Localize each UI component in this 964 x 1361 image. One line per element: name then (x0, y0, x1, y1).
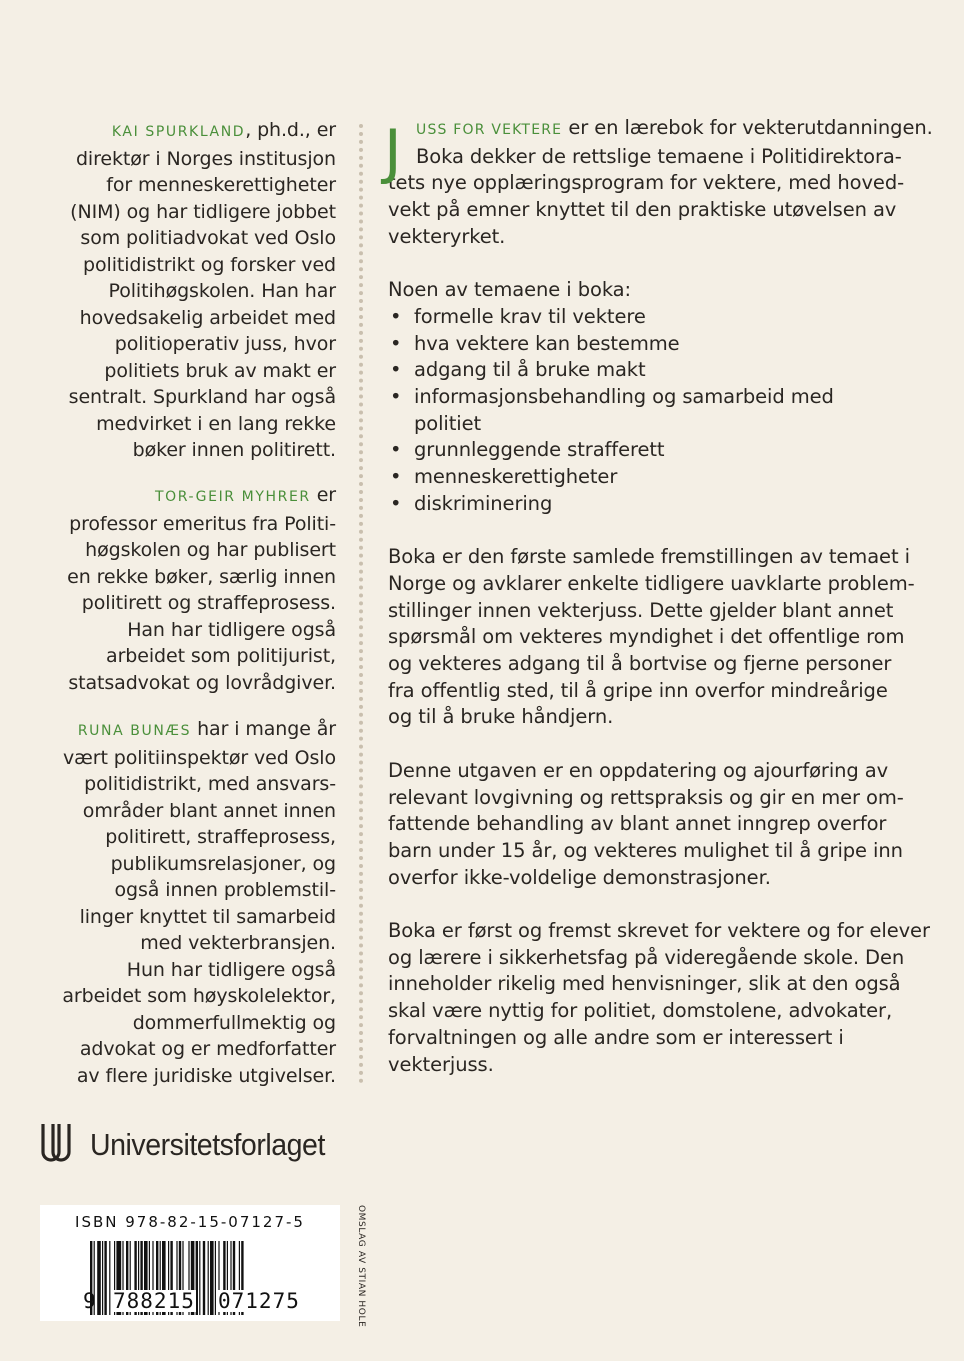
barcode-bar (97, 1241, 101, 1315)
topics-heading: Noen av temaene i boka: (388, 278, 631, 302)
barcode-digit-first: 9 (83, 1289, 97, 1313)
barcode-digits-left: 788215 (113, 1289, 195, 1313)
author-name: RUNA BUNÆS (77, 723, 192, 739)
barcode-bar (210, 1241, 214, 1315)
paragraph-edition-update: Denne utgaven er en oppdatering og ajourføring av relevant lovgivning og rettspraksis og gir en mer om- fattende behandling av blant annet inngrep overfor barn under 15 år, og vekteres mulighet til å gripe inn overfor ikke-voldelige demonstrasjoner. (388, 758, 904, 889)
book-title-smallcaps: USS FOR VEKTERE (416, 122, 563, 138)
list-item: • diskriminering (390, 491, 553, 515)
barcode-digits-right: 071275 (218, 1289, 300, 1313)
author-bio-myhrer: TOR-GEIR MYHRER er professor emeritus fra Politi- høgskolen og har publisert en rekke bøker, særlig innen politirett og straffeprosess. Han har tidligere også arbeidet som politijurist, statsadvokat og lovrådgiver. (67, 484, 336, 694)
barcode-bar (215, 1241, 216, 1315)
book-description (384, 115, 948, 1105)
drop-cap: J (384, 117, 402, 187)
list-item: • informasjonsbehandling og samarbeid med politiet (390, 385, 834, 435)
barcode-bar (102, 1241, 103, 1315)
author-name: KAI SPURKLAND (111, 124, 246, 140)
barcode-bar (208, 1241, 209, 1315)
list-item: • hva vektere kan bestemme (390, 331, 680, 355)
cover-credit: OMSLAG AV STIAN HOLE (356, 1205, 366, 1328)
isbn-label: ISBN 978-82-15-07127-5 (75, 1213, 305, 1231)
barcode-bar (199, 1241, 200, 1315)
barcode-bar (109, 1241, 110, 1315)
barcode-bar (196, 1241, 198, 1315)
list-item: • formelle krav til vektere (390, 304, 646, 328)
universitetsforlaget-logo-icon (40, 1122, 72, 1168)
barcode-bar (203, 1241, 205, 1315)
author-bio-spurkland: KAI SPURKLAND, ph.d., er direktør i Norges institusjon for menneskerettigheter (NIM) og har tidligere jobbet som politiadvokat ved Oslo politidistrikt og forsker ved Politihøgskolen. Han har hovedsakelig arbeidet med politioperativ juss, hvor politiets bruk av makt er sentralt. Spurkland har også medvirket i en lang rekke bøker innen politirett. (68, 119, 336, 461)
barcode-bar (104, 1241, 106, 1315)
intro-paragraph: USS FOR VEKTERE er en lærebok for vekterutdanningen. Boka dekker de rettslige temaene i Politidirektora- tets nye opplæringsprogram for vektere, med hoved- vekt på emner knyttet til den praktiske utøvelsen av vekteryrket. (388, 116, 933, 248)
list-item: • adgang til å bruke makt (390, 358, 646, 382)
list-item: • menneskerettigheter (390, 465, 618, 489)
paragraph-first-presentation: Boka er den første samlede fremstillingen av temaet i Norge og avklarer enkelte tidligere uavklarte problem- stillinger innen vekterjuss. Dette gjelder blant annet spørsmål om vekteres myndighet i det offentlige rom og vekteres adgang til å bortvise og fjerne personer fra offentlig sted, til å gripe inn overfor mindreårige og til å bruke håndjern. (388, 545, 915, 729)
column-divider (359, 124, 363, 1084)
author-name: TOR-GEIR MYHRER (154, 489, 311, 505)
list-item: • grunnleggende strafferett (390, 438, 665, 462)
isbn-barcode (40, 1205, 340, 1321)
paragraph-audience: Boka er først og fremst skrevet for vektere og for elever og lærere i sikkerhetsfag på videregående skole. Den inneholder rikelig med henvisninger, slik at den også skal være nyttig for politiet, domstolene, advokater, forvaltningen og alle andre som er interessert i vekterjuss. (388, 919, 930, 1076)
publisher-logo (40, 1122, 345, 1168)
author-bio-bunaes: RUNA BUNÆS har i mange år vært politiinspektør ved Oslo politidistrikt, med ansvars- områder blant annet innen politirett, straffeprosess, publikumsrelasjoner, og også innen problemstil- linger knyttet til samarbeid med vekterbransjen. Hun har tidligere også arbeidet som høyskolelektor, dommerfullmektig og advokat og er medforfatter av flere juridiske utgivelser. (62, 718, 336, 1087)
topics-list (388, 304, 948, 518)
publisher-name: Universitetsforlaget (90, 1127, 325, 1162)
